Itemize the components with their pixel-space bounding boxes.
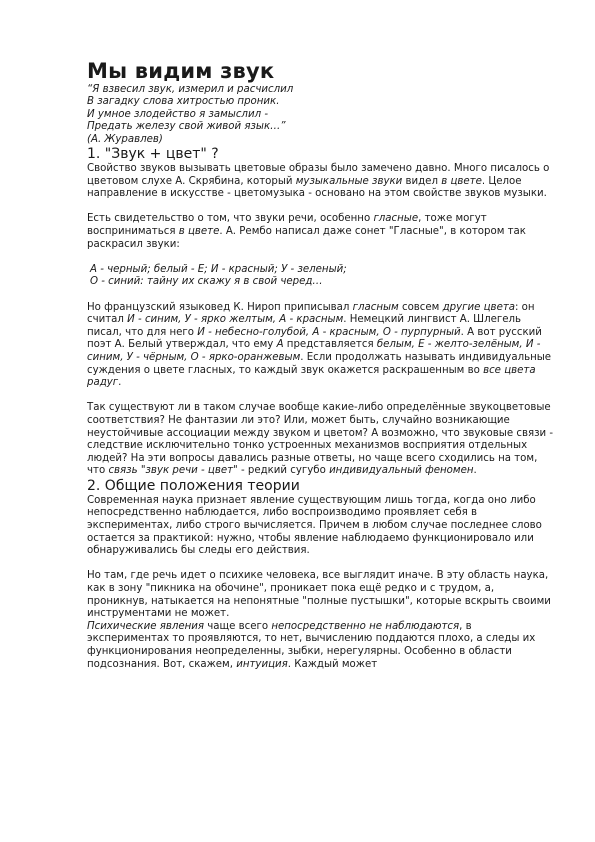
- epigraph-line: И умное злодейство я замыслил -: [87, 108, 268, 120]
- epigraph-line: “Я взвесил звук, измерил и расчислил: [87, 84, 294, 95]
- verse-line: О - синий: тайну их скажу я в свой черед…: [90, 276, 323, 288]
- section-heading-2: 2. Общие положения теории: [87, 477, 300, 494]
- paragraph: Есть свидетельство о том, что звуки речи, особенно гласные, тоже могут восприниматься в цвете. А. Рембо написал даже сонет "Гласные", в котором так раскрасил звуки:: [87, 213, 526, 250]
- document-content: [87, 58, 557, 671]
- paragraph: Так существуют ли в таком случае вообще какие-либо определённые звукоцветовые соответствия? Не фантазии ли это? Или, может быть, случайно возникающие неустойчивые ассоциации между звуком и цветом? А возможно, что звуковые связи - следствие исключительно тонко устроенных механизмов восприятия отдельных людей? На эти вопросы давались разные ответы, но чаще всего сходились на том, что связь "звук речи - цвет" - редкий сугубо индивидуальный феномен.: [87, 402, 554, 477]
- epigraph: [87, 84, 557, 146]
- epigraph-line: В загадку слова хитростью проник.: [87, 96, 280, 108]
- paragraph: Психические явления чаще всего непосредственно не наблюдаются, в экспериментах то проявляются, то нет, вычислению поддаются плохо, а следы их функционирования неопределенны, зыбки, нерегулярны. Особенно в области подсознания. Вот, скажем, интуиция. Каждый может: [87, 620, 536, 670]
- section-heading-1: 1. "Звук + цвет" ?: [87, 146, 219, 163]
- paragraph: Но французский языковед К. Нироп приписывал гласным совсем другие цвета: он считал И - синим, У - ярко желтым, А - красным. Немецкий лингвист А. Шлегель писал, что для него И - небесно-голубой, А - красным, О - пурпурный. А вот русский поэт А. Белый утверждал, что ему А представляется белым, Е - желто-зелёным, И - синим, У - чёрным, О - ярко-оранжевым. Если продолжать называть индивидуальные суждения о цвете гласных, то каждый звук окажется раскрашенным во все цвета радуг.: [87, 301, 552, 389]
- page-title: Мы видим звук: [87, 59, 275, 83]
- paragraph: Но там, где речь идет о психике человека, все выглядит иначе. В эту область наука, как в зону "пикника на обочине", проникает пока ещё редко и с трудом, а, проникнув, натыкается на непонятные "полные пустышки", которые вскрыть своими инструментами не может.: [87, 570, 551, 620]
- verse-quote: [87, 264, 557, 289]
- epigraph-line: Предать железу свой живой язык…”: [87, 121, 286, 133]
- paragraph: Свойство звуков вызывать цветовые образы было замечено давно. Много писалось о цветовом слухе А. Скрябина, который музыкальные звуки видел в цвете. Целое направление в искусстве - цветомузыка - основано на этом свойстве звуков музыки.: [87, 163, 550, 200]
- epigraph-attribution: (А. Журавлев): [87, 133, 163, 145]
- verse-line: А - черный; белый - Е; И - красный; У - зеленый;: [90, 263, 347, 275]
- paragraph: Современная наука признает явление существующим лишь тогда, когда оно либо непосредственно наблюдается, либо воспроизводимо проявляет себя в экспериментах, либо строго вычисляется. Причем в любом случае последнее слово остается за практикой: нужно, чтобы явление наблюдаемо функционировало или обнаруживались бы следы его действия.: [87, 494, 542, 557]
